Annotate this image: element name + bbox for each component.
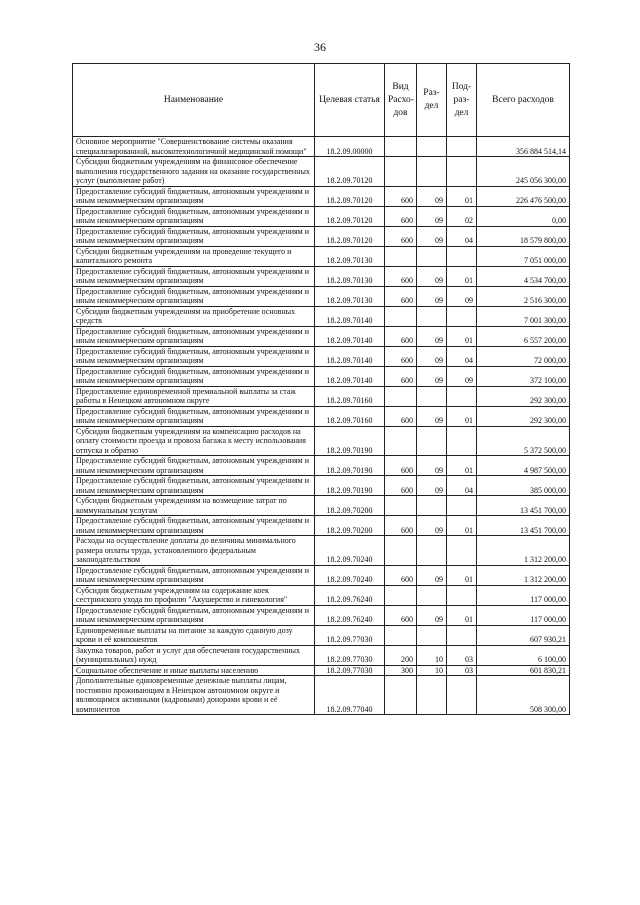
cell-subsection: 01 <box>447 186 477 206</box>
cell-section: 10 <box>417 645 447 665</box>
cell-name: Предоставление субсидий бюджетным, автономным учреждениям и иным некоммерческим организациям <box>73 206 315 226</box>
table-row <box>73 426 570 456</box>
table-body <box>73 137 570 715</box>
header-razdel: Раз-дел <box>417 64 447 137</box>
cell-name: Предоставление субсидий бюджетным, автономным учреждениям и иным некоммерческим организациям <box>73 456 315 476</box>
cell-expense-type: 600 <box>385 266 417 286</box>
table-row <box>73 585 570 605</box>
header-vid: Вид Расхо-дов <box>385 64 417 137</box>
cell-target-code: 18.2.09.70160 <box>315 386 385 406</box>
cell-total: 508 300,00 <box>477 676 570 715</box>
table-header-row <box>73 64 570 137</box>
table-row <box>73 645 570 665</box>
table-row <box>73 386 570 406</box>
cell-name: Социальное обеспечение и иные выплаты населению <box>73 665 315 676</box>
cell-section <box>417 676 447 715</box>
cell-subsection: 01 <box>447 456 477 476</box>
table-row <box>73 266 570 286</box>
cell-subsection: 01 <box>447 406 477 426</box>
table-row <box>73 496 570 516</box>
table-row <box>73 306 570 326</box>
cell-name: Субсидии бюджетным учреждениям на приобретение основных средств <box>73 306 315 326</box>
cell-target-code: 18.2.09.70130 <box>315 246 385 266</box>
cell-subsection: 02 <box>447 206 477 226</box>
cell-target-code: 18.2.09.77030 <box>315 645 385 665</box>
cell-total: 1 312 200,00 <box>477 565 570 585</box>
cell-expense-type: 600 <box>385 366 417 386</box>
cell-total: 7 051 000,00 <box>477 246 570 266</box>
cell-subsection <box>447 536 477 566</box>
cell-expense-type <box>385 536 417 566</box>
cell-total: 18 579 800,00 <box>477 226 570 246</box>
cell-total: 1 312 200,00 <box>477 536 570 566</box>
cell-target-code: 18.2.09.70190 <box>315 476 385 496</box>
cell-section <box>417 306 447 326</box>
cell-target-code: 18.2.09.70240 <box>315 536 385 566</box>
cell-section: 09 <box>417 516 447 536</box>
cell-name: Предоставление субсидий бюджетным, автономным учреждениям и иным некоммерческим организациям <box>73 266 315 286</box>
cell-target-code: 18.2.09.70130 <box>315 286 385 306</box>
cell-section <box>417 137 447 157</box>
cell-section <box>417 426 447 456</box>
cell-total: 372 100,00 <box>477 366 570 386</box>
cell-section: 09 <box>417 366 447 386</box>
cell-target-code: 18.2.09.77030 <box>315 625 385 645</box>
cell-name: Субсидии бюджетным учреждениям на финансовое обеспечение выполнения государственного задания на оказание государственных услуг (выполнение работ) <box>73 157 315 187</box>
cell-section: 09 <box>417 406 447 426</box>
cell-name: Предоставление субсидий бюджетным, автономным учреждениям и иным некоммерческим организациям <box>73 565 315 585</box>
cell-total: 2 516 300,00 <box>477 286 570 306</box>
cell-section <box>417 386 447 406</box>
cell-target-code: 18.2.09.70140 <box>315 366 385 386</box>
cell-expense-type <box>385 306 417 326</box>
cell-total: 6 100,00 <box>477 645 570 665</box>
cell-section <box>417 246 447 266</box>
cell-name: Предоставление субсидий бюджетным, автономным учреждениям и иным некоммерческим организациям <box>73 326 315 346</box>
cell-subsection: 01 <box>447 605 477 625</box>
cell-name: Единовременные выплаты на питание за каждую сданную дозу крови и её компонентов <box>73 625 315 645</box>
table-row <box>73 246 570 266</box>
page-number: 36 <box>314 40 326 54</box>
cell-section: 09 <box>417 186 447 206</box>
cell-expense-type: 200 <box>385 645 417 665</box>
cell-target-code: 18.2.09.70160 <box>315 406 385 426</box>
cell-name: Субсидии бюджетным учреждениям на компенсацию расходов на оплату стоимости проезда и провоза багажа к месту использования отпуска и обратно <box>73 426 315 456</box>
cell-expense-type: 600 <box>385 186 417 206</box>
table-row <box>73 536 570 566</box>
cell-expense-type: 600 <box>385 406 417 426</box>
cell-subsection: 01 <box>447 565 477 585</box>
cell-expense-type: 600 <box>385 226 417 246</box>
cell-expense-type: 600 <box>385 326 417 346</box>
cell-name: Предоставление субсидий бюджетным, автономным учреждениям и иным некоммерческим организациям <box>73 186 315 206</box>
cell-expense-type: 600 <box>385 286 417 306</box>
cell-target-code: 18.2.09.70120 <box>315 157 385 187</box>
cell-expense-type: 600 <box>385 605 417 625</box>
cell-total: 292 300,00 <box>477 406 570 426</box>
cell-name: Предоставление субсидий бюджетным, автономным учреждениям и иным некоммерческим организациям <box>73 406 315 426</box>
cell-section <box>417 585 447 605</box>
cell-name: Предоставление субсидий бюджетным, автономным учреждениям и иным некоммерческим организациям <box>73 226 315 246</box>
cell-subsection <box>447 676 477 715</box>
cell-target-code: 18.2.09.70140 <box>315 306 385 326</box>
table-row <box>73 157 570 187</box>
cell-total: 7 001 300,00 <box>477 306 570 326</box>
table-row <box>73 565 570 585</box>
cell-target-code: 18.2.09.76240 <box>315 605 385 625</box>
cell-section: 09 <box>417 226 447 246</box>
cell-subsection <box>447 157 477 187</box>
cell-expense-type <box>385 625 417 645</box>
table-row <box>73 206 570 226</box>
table-row <box>73 665 570 676</box>
cell-name: Субсидии бюджетным учреждениям на проведение текущего и капитального ремонта <box>73 246 315 266</box>
cell-total: 13 451 700,00 <box>477 496 570 516</box>
cell-target-code: 18.2.09.70200 <box>315 516 385 536</box>
cell-total: 6 557 200,00 <box>477 326 570 346</box>
cell-expense-type: 300 <box>385 665 417 676</box>
cell-section: 09 <box>417 286 447 306</box>
cell-section: 09 <box>417 326 447 346</box>
cell-section <box>417 157 447 187</box>
cell-section <box>417 536 447 566</box>
cell-target-code: 18.2.09.70200 <box>315 496 385 516</box>
cell-subsection <box>447 496 477 516</box>
cell-expense-type <box>385 246 417 266</box>
cell-section <box>417 625 447 645</box>
table-row <box>73 226 570 246</box>
cell-target-code: 18.2.09.70130 <box>315 266 385 286</box>
cell-expense-type <box>385 386 417 406</box>
cell-section: 09 <box>417 456 447 476</box>
cell-target-code: 18.2.09.70190 <box>315 426 385 456</box>
header-total: Всего расходов <box>477 64 570 137</box>
cell-subsection <box>447 585 477 605</box>
cell-subsection <box>447 246 477 266</box>
cell-section: 09 <box>417 605 447 625</box>
cell-name: Предоставление субсидий бюджетным, автономным учреждениям и иным некоммерческим организациям <box>73 516 315 536</box>
cell-expense-type: 600 <box>385 206 417 226</box>
cell-target-code: 18.2.09.00000 <box>315 137 385 157</box>
cell-name: Предоставление субсидий бюджетным, автономным учреждениям и иным некоммерческим организациям <box>73 366 315 386</box>
cell-name: Закупка товаров, работ и услуг для обеспечения государственных (муниципальных) нужд <box>73 645 315 665</box>
cell-target-code: 18.2.09.70240 <box>315 565 385 585</box>
table-row <box>73 516 570 536</box>
cell-section <box>417 496 447 516</box>
cell-subsection <box>447 386 477 406</box>
cell-expense-type: 600 <box>385 516 417 536</box>
cell-subsection <box>447 426 477 456</box>
cell-section: 09 <box>417 346 447 366</box>
cell-target-code: 18.2.09.70190 <box>315 456 385 476</box>
cell-subsection: 09 <box>447 286 477 306</box>
budget-table <box>72 63 570 715</box>
cell-expense-type <box>385 137 417 157</box>
cell-total: 607 930,21 <box>477 625 570 645</box>
table-row <box>73 625 570 645</box>
cell-subsection: 04 <box>447 226 477 246</box>
cell-subsection <box>447 306 477 326</box>
table-row <box>73 346 570 366</box>
header-podrazdel: Под-раз-дел <box>447 64 477 137</box>
cell-section: 09 <box>417 476 447 496</box>
cell-total: 5 372 500,00 <box>477 426 570 456</box>
cell-name: Предоставление единовременной премиальной выплаты за стаж работы в Ненецком автономном округе <box>73 386 315 406</box>
cell-total: 4 534 700,00 <box>477 266 570 286</box>
cell-target-code: 18.2.09.70140 <box>315 326 385 346</box>
cell-name: Основное мероприятие "Совершенствование системы оказания специализированной, высокотехнологичной медицинской помощи" <box>73 137 315 157</box>
cell-total: 385 000,00 <box>477 476 570 496</box>
table-row <box>73 186 570 206</box>
cell-name: Субсидии бюджетным учреждениям на возмещение затрат по коммунальным услугам <box>73 496 315 516</box>
cell-subsection <box>447 625 477 645</box>
cell-section: 10 <box>417 665 447 676</box>
cell-total: 226 476 500,00 <box>477 186 570 206</box>
cell-total: 117 000,00 <box>477 605 570 625</box>
cell-name: Предоставление субсидий бюджетным, автономным учреждениям и иным некоммерческим организациям <box>73 476 315 496</box>
cell-subsection: 01 <box>447 326 477 346</box>
cell-target-code: 18.2.09.70140 <box>315 346 385 366</box>
cell-expense-type <box>385 157 417 187</box>
cell-subsection: 09 <box>447 366 477 386</box>
header-code: Целевая статья <box>315 64 385 137</box>
cell-section: 09 <box>417 266 447 286</box>
cell-target-code: 18.2.09.77040 <box>315 676 385 715</box>
cell-target-code: 18.2.09.77030 <box>315 665 385 676</box>
cell-total: 72 000,00 <box>477 346 570 366</box>
cell-target-code: 18.2.09.70120 <box>315 206 385 226</box>
cell-section: 09 <box>417 206 447 226</box>
cell-target-code: 18.2.09.76240 <box>315 585 385 605</box>
cell-total: 117 000,00 <box>477 585 570 605</box>
cell-section: 09 <box>417 565 447 585</box>
cell-name: Дополнительные единовременные денежные выплаты лицам, постоянно проживающим в Ненецком автономном округе и являющимся активными (кадровыми) донорами крови и её компонентов <box>73 676 315 715</box>
table-row <box>73 406 570 426</box>
table-row <box>73 476 570 496</box>
cell-subsection: 03 <box>447 665 477 676</box>
cell-expense-type <box>385 426 417 456</box>
cell-total: 245 056 300,00 <box>477 157 570 187</box>
cell-expense-type: 600 <box>385 456 417 476</box>
table-row <box>73 366 570 386</box>
cell-name: Предоставление субсидий бюджетным, автономным учреждениям и иным некоммерческим организациям <box>73 605 315 625</box>
header-name: Наименование <box>73 64 315 137</box>
table-row <box>73 286 570 306</box>
cell-target-code: 18.2.09.70120 <box>315 186 385 206</box>
cell-name: Расходы на осуществление доплаты до величины минимального размера оплаты труда, установленного федеральным законодательством <box>73 536 315 566</box>
table-row <box>73 137 570 157</box>
cell-expense-type: 600 <box>385 565 417 585</box>
cell-subsection <box>447 137 477 157</box>
cell-total: 4 987 500,00 <box>477 456 570 476</box>
cell-subsection: 01 <box>447 266 477 286</box>
cell-expense-type <box>385 496 417 516</box>
table-row <box>73 605 570 625</box>
cell-subsection: 03 <box>447 645 477 665</box>
table-row <box>73 676 570 715</box>
cell-target-code: 18.2.09.70120 <box>315 226 385 246</box>
cell-subsection: 04 <box>447 346 477 366</box>
cell-expense-type <box>385 585 417 605</box>
cell-subsection: 01 <box>447 516 477 536</box>
cell-expense-type: 600 <box>385 346 417 366</box>
cell-name: Предоставление субсидий бюджетным, автономным учреждениям и иным некоммерческим организациям <box>73 346 315 366</box>
cell-total: 13 451 700,00 <box>477 516 570 536</box>
cell-subsection: 04 <box>447 476 477 496</box>
cell-total: 292 300,00 <box>477 386 570 406</box>
cell-name: Предоставление субсидий бюджетным, автономным учреждениям и иным некоммерческим организациям <box>73 286 315 306</box>
cell-name: Субсидия бюджетным учреждениям на содержание коек сестринского ухода по профилю "Акушерство и гинекология" <box>73 585 315 605</box>
cell-total: 0,00 <box>477 206 570 226</box>
cell-expense-type: 600 <box>385 476 417 496</box>
cell-total: 356 884 514,14 <box>477 137 570 157</box>
cell-total: 601 830,21 <box>477 665 570 676</box>
table-row <box>73 456 570 476</box>
table-row <box>73 326 570 346</box>
cell-expense-type <box>385 676 417 715</box>
